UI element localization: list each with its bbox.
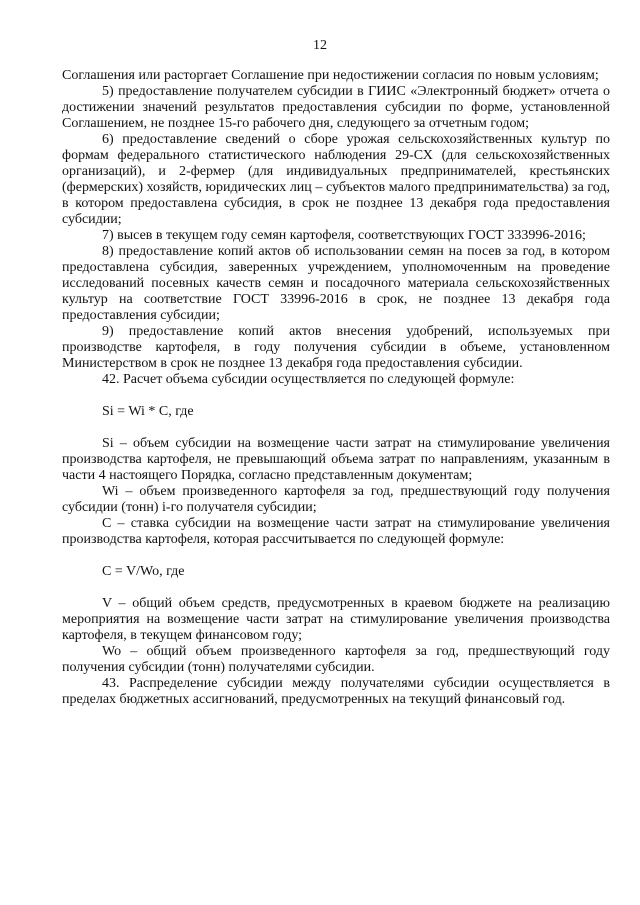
paragraph-item-6: 6) предоставление сведений о сборе урожая сельскохозяйственных культур по формам федерального статистического наблюдения 29-СХ (для сельскохозяйственных организаций), и 2-фермер (для индивидуальных предпринимателей, крестьянских (фермерских) хозяйств, юридических лиц – субъектов малого предпринимательства) за год, в котором предоставлена субсидия, в срок не позднее 13 декабря года предоставления субсидии;	[62, 132, 610, 227]
paragraph-43: 43. Распределение субсидии между получателями субсидии осуществляется в пределах бюджетных ассигнований, предусмотренных на текущий финансовый год.	[62, 676, 610, 707]
page-number: 12	[313, 38, 327, 53]
paragraph-item-9: 9) предоставление копий актов внесения удобрений, используемых при производстве картофеля, в году получения субсидии в объеме, установленном Министерством в срок не позднее 13 декабря года предоставления субсидии.	[62, 324, 610, 371]
paragraph-item-5: 5) предоставление получателем субсидии в ГИИС «Электронный бюджет» отчета о достижении значений результатов предоставления субсидии по форме, установленной Соглашением, не позднее 15-го рабочего дня, следующего за отчетным годом;	[62, 84, 610, 131]
formula-c: C = V/Wo, где	[102, 564, 185, 579]
definition-c: С – ставка субсидии на возмещение части затрат на стимулирование увеличения производства картофеля, которая рассчитывается по следующей формуле:	[62, 516, 610, 547]
paragraph-item-8: 8) предоставление копий актов об использовании семян на посев за год, в котором предоставлена субсидия, заверенных учреждением, уполномоченным на проведение исследований посевных качеств семян и посадочного материала сельскохозяйственных культур на соответствие ГОСТ 33996-2016 в срок, не позднее 13 декабря года предоставления субсидии;	[62, 244, 610, 323]
paragraph-42: 42. Расчет объема субсидии осуществляется по следующей формуле:	[102, 372, 515, 387]
paragraph-continuation: Соглашения или расторгает Соглашение при недостижении согласия по новым условиям;	[62, 68, 599, 83]
paragraph-item-7: 7) высев в текущем году семян картофеля, соответствующих ГОСТ 333996-2016;	[102, 228, 586, 243]
definition-v: V – общий объем средств, предусмотренных в краевом бюджете на реализацию мероприятия на возмещение части затрат на стимулирование увеличения производства картофеля, в текущем финансовом году;	[62, 596, 610, 643]
formula-si: Si = Wi * C, где	[102, 404, 194, 419]
definition-wo: Wo – общий объем произведенного картофеля за год, предшествующий году получения субсидии (тонн) получателями субсидии.	[62, 644, 610, 675]
document-body	[62, 68, 610, 708]
definition-wi: Wi – объем произведенного картофеля за год, предшествующий году получения субсидии (тонн) i-го получателя субсидии;	[62, 484, 610, 515]
definition-si: Si – объем субсидии на возмещение части затрат на стимулирование увеличения производства картофеля, не превышающий объема затрат по направлениям, указанным в части 4 настоящего Порядка, согласно представленным документам;	[62, 436, 610, 483]
